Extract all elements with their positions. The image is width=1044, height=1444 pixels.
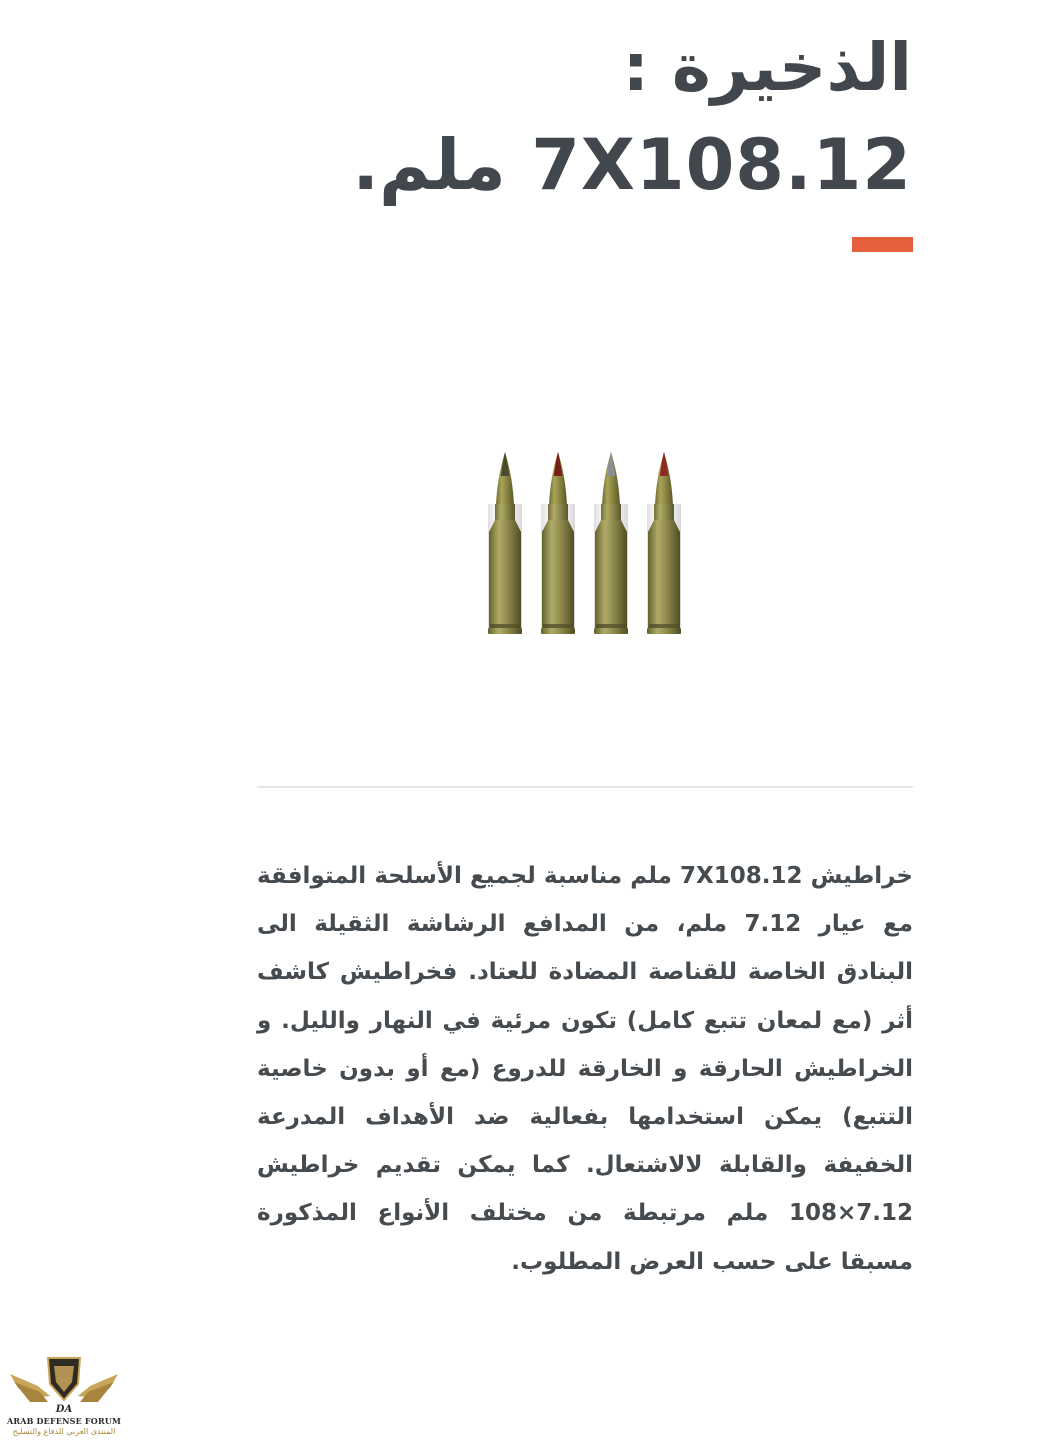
- title-line-2: 7X108.12 ملم.: [352, 124, 912, 206]
- cartridge: [594, 452, 628, 634]
- logo-emblem-text: DA: [55, 1404, 73, 1415]
- cartridge: [541, 452, 575, 634]
- title-accent-bar: [852, 237, 913, 252]
- title-line-1: الذخيرة :: [622, 29, 912, 106]
- description-paragraph: خراطيش 7X108.12 ملم مناسبة لجميع الأسلحة المتوافقة مع عيار 7.12 ملم، من المدافع الرشاشة الثقيلة الى البنادق الخاصة للقناصة المضادة للعتاد. فخراطيش كاشف أثر (مع لمعان تتبع كامل) تكون مرئية في النهار والليل. و الخراطيش الحارقة و الخارقة للدروع (مع أو بدون خاصية التتبع) يمكن استخدامها بفعالية ضد الأهداف المدرعة الخفيفة والقابلة لالاشتعال. كما يمكن تقديم خراطيش 7.12×108 ملم مرتبطة من مختلف الأنواع المذكورة مسبقا على حسب العرض المطلوب.: [257, 863, 913, 1275]
- ammunition-cartridges-illustration: [478, 446, 688, 642]
- page-title: [212, 22, 912, 216]
- cartridge: [488, 452, 522, 634]
- logo-arabic-text: المنتدى العربي للدفاع والتسليح: [12, 1427, 116, 1436]
- eagle-shield-icon: [4, 1352, 124, 1418]
- section-divider: [257, 786, 913, 788]
- cartridge: [647, 452, 681, 634]
- logo-english-text: ARAB DEFENSE FORUM: [6, 1416, 122, 1426]
- arab-defense-forum-logo: [4, 1352, 124, 1440]
